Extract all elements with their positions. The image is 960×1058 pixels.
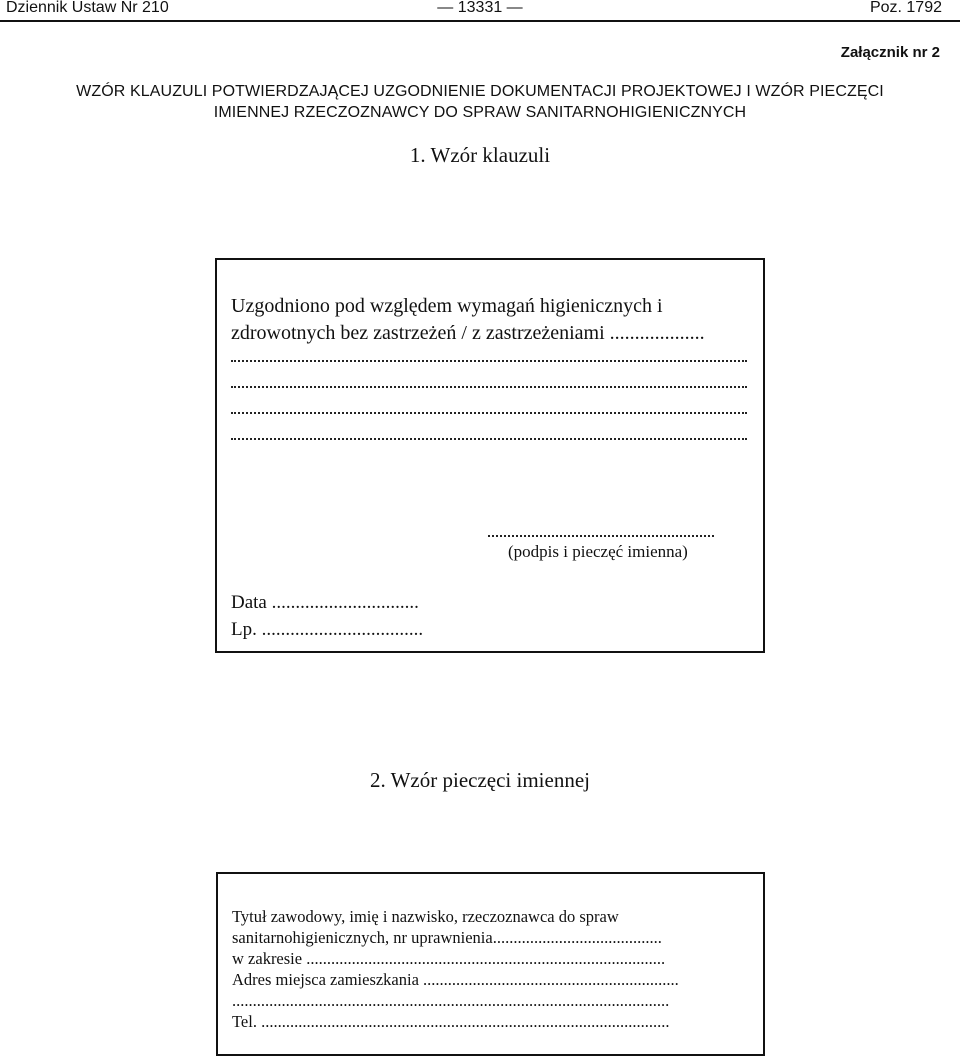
stamp-line-scope: w zakresie .......................................................................................: [232, 949, 666, 968]
lp-field: Lp. ..................................: [231, 619, 424, 640]
document-title: [0, 81, 960, 123]
section-1-heading: 1. Wzór klauzuli: [409, 143, 551, 167]
position-number: Poz. 1792: [869, 0, 942, 16]
clause-line-1: Uzgodniono pod względem wymagań higienicznych i: [231, 295, 663, 317]
clause-text: [231, 293, 751, 347]
clause-line-2: zdrowotnych bez zastrzeżeń / z zastrzeżeniami ...................: [231, 322, 705, 344]
stamp-line-phone: Tel. ...................................................................................................: [232, 1012, 670, 1031]
stamp-template-box: [216, 872, 765, 1056]
journal-name: Dziennik Ustaw Nr 210: [6, 0, 169, 16]
title-line-2: IMIENNEJ RZECZOZNAWCY DO SPRAW SANITARNOHIGIENICZNYCH: [213, 104, 747, 121]
header-rule: [0, 20, 960, 22]
reservation-line-2: [231, 384, 747, 388]
title-line-1: WZÓR KLAUZULI POTWIERDZAJĄCEJ UZGODNIENIE DOKUMENTACJI PROJEKTOWEJ I WZÓR PIECZĘCI: [76, 83, 884, 100]
stamp-line-address-cont: ..........................................................................................................: [232, 991, 670, 1010]
attachment-label: Załącznik nr 2: [840, 44, 940, 61]
date-field: Data ...............................: [231, 592, 419, 613]
signature-caption: (podpis i pieczęć imienna): [508, 542, 688, 561]
clause-template-box: [215, 258, 765, 653]
section-2-heading: 2. Wzór pieczęci imiennej: [369, 768, 590, 792]
stamp-line-address: Adres miejsca zamieszkania ..............................................................: [232, 970, 679, 989]
reservation-line-4: [231, 436, 747, 440]
reservation-line-1: [231, 358, 747, 362]
signature-line: [488, 533, 714, 537]
stamp-text: [232, 906, 757, 1032]
reservation-line-3: [231, 410, 747, 414]
page-header: [0, 0, 960, 22]
page-number: — 13331 —: [437, 0, 523, 16]
stamp-line-license: sanitarnohigienicznych, nr uprawnienia.........................................: [232, 928, 662, 947]
stamp-line-title: Tytuł zawodowy, imię i nazwisko, rzeczoznawca do spraw: [232, 907, 619, 926]
